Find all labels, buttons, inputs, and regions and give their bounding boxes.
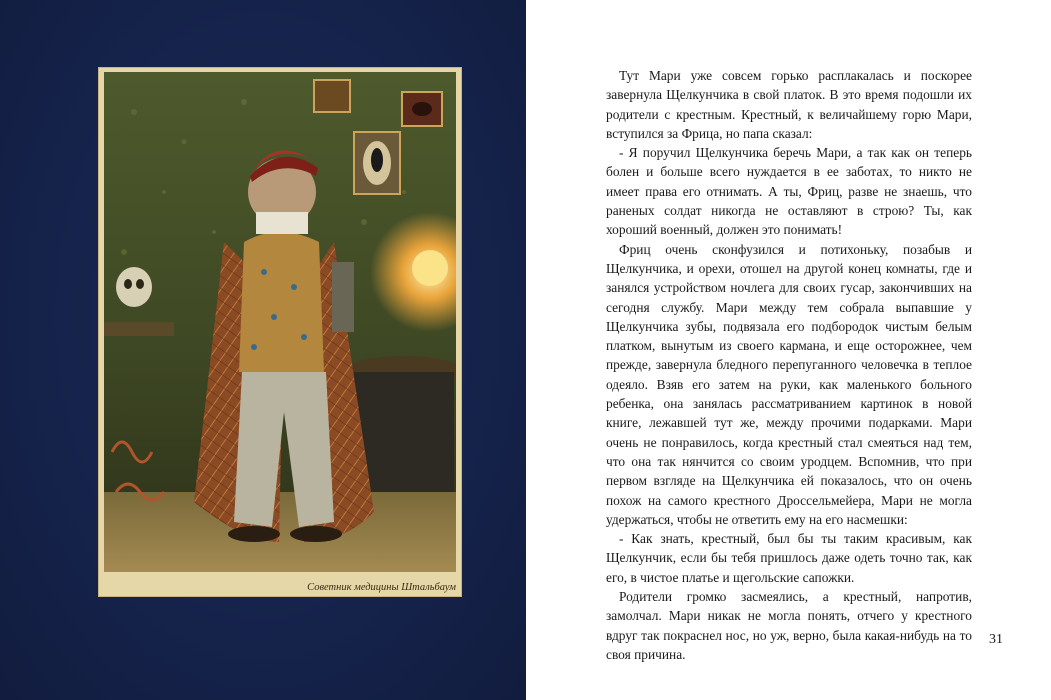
paragraph: Фриц очень сконфузился и потихоньку, позабыв и Щелкунчика, и орехи, отошел на другой конец комнаты, где и занялся устройством ночлега для своих гусар, закончивших на сегодня службу. Мари между тем собрала выпавшие у Щелкунчика зубы, подвязала его подбородок чистым белым платком, вынутым из своего кармана, и еще осторожнее, чем прежде, завернула бледного перепуганного человечка в теплое одеяло. Взяв его затем на руки, как маленького больного ребенка, она занялась рассматриванием картинок в новой книге, лежавшей тут же, между прочими подарками. Мари очень не понравилось, когда крестный стал смеяться над тем, что она так нянчится со своим уродцем. Вспомнив, что при первом взгляде на Щелкунчика ей показалось, что он очень похож на самого крестного Дроссельмейера, Мари не могла удержаться, чтобы не ответить ему на его насмешки: [606,241,972,527]
page-number: 31 [989,632,1003,647]
illustration-painting [104,72,456,572]
body-text [606,66,972,664]
illustration [104,72,456,572]
illustration-frame [98,67,462,597]
right-page [526,0,1051,700]
paragraph: - Как знать, крестный, был бы ты таким красивым, как Щелкунчик, если бы тебя пришлось даже одеть точно так, как его, в чистое платье и щегольские сапожки. [606,531,972,585]
paragraph: - Я поручил Щелкунчика беречь Мари, а так как он теперь болен и больше всего нуждается в ее заботах, то никто не имеет права его отнимать. А ты, Фриц, разве не знаешь, что раненых солдат никогда не оставляют в строю? Ты, как хороший военный, должен это понимать! [606,145,972,238]
illustration-caption: Советник медицины Штальбаум [307,582,456,593]
paragraph: Родители громко засмеялись, а крестный, напротив, замолчал. Мари никак не могла понять, отчего у крестного вдруг так покраснел нос, но уж, верно, была какая-нибудь на то своя причина. [606,589,972,662]
paragraph: Тут Мари уже совсем горько расплакалась и поскорее завернула Щелкунчика в свой платок. В это время подошли их родители с крестным. Крестный, к величайшему горю Мари, вступился за Фрица, но папа сказал: [606,68,972,141]
